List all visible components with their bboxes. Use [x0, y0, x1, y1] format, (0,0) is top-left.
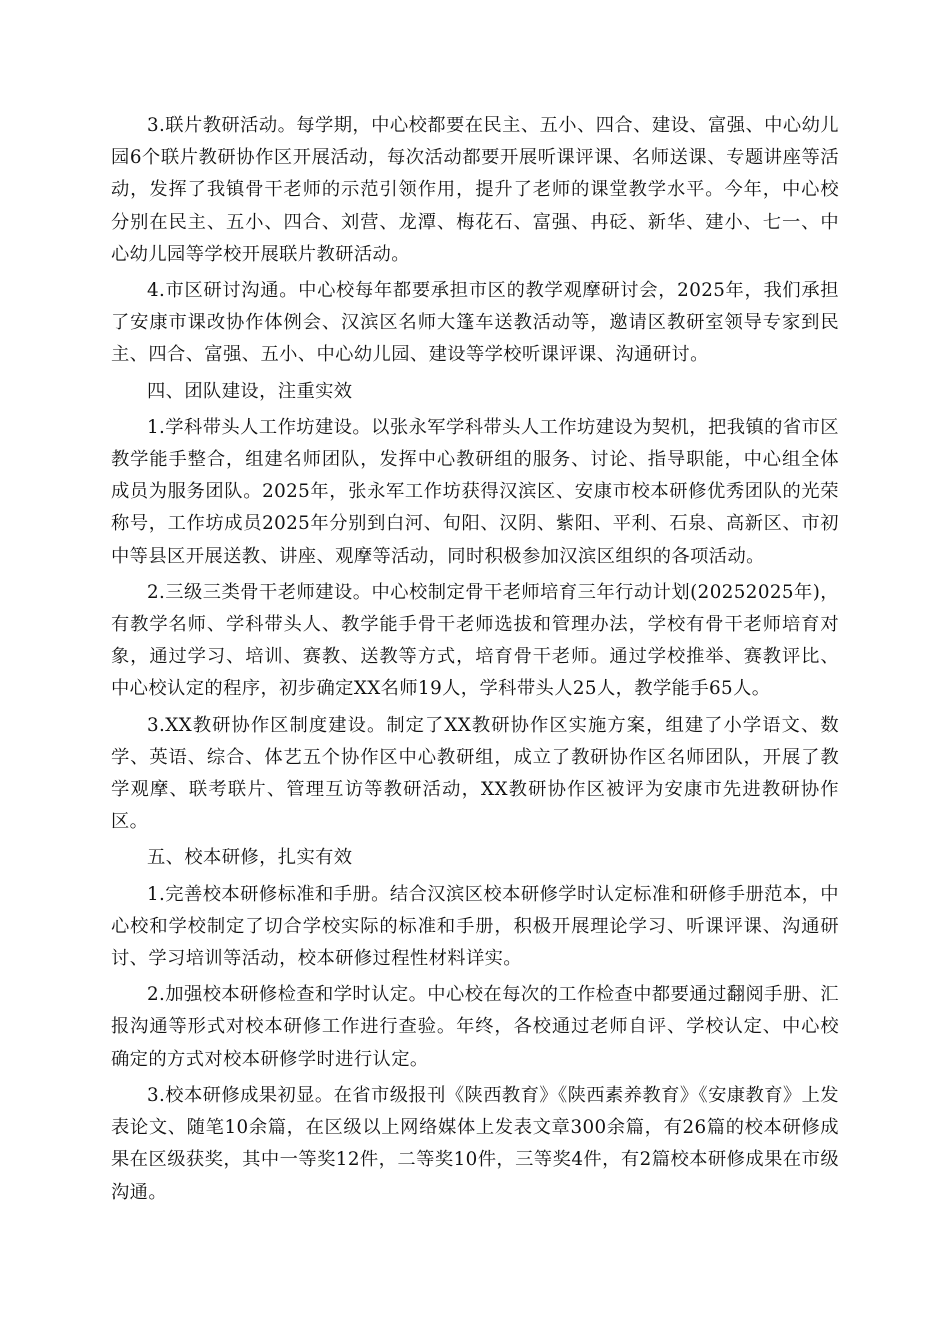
paragraph-backbone-teachers: 2.三级三类骨干老师建设。中心校制定骨干老师培育三年行动计划(20252025年)，有教学名师、学科带头人、教学能手骨干老师选拔和管理办法，学校有骨干老师培育对象，通过学习、培训、赛教、送教等方式，培育骨干老师。通过学校推举、赛教评比、中心校认定的程序，初步确定XX名师19人，学科带头人25人，教学能手65人。: [111, 581, 839, 700]
paragraph-workshop-building: 1.学科带头人工作坊建设。以张永军学科带头人工作坊建设为契机，把我镇的省市区教学能手整合，组建名师团队，发挥中心教研组的服务、讨论、指导职能，中心组全体成员为服务团队。2025年，张永军工作坊获得汉滨区、安康市校本研修优秀团队的光荣称号，工作坊成员2025年分别到白河、旬阳、汉阴、紫阳、平利、石泉、高新区、市初中等县区开展送教、讲座、观摩等活动，同时积极参加汉滨区组织的各项活动。: [111, 416, 839, 567]
paragraph-city-district-seminar: 4.市区研讨沟通。中心校每年都要承担市区的教学观摩研讨会，2025年，我们承担了安康市课改协作体例会、汉滨区名师大篷车送教活动等，邀请区教研室领导专家到民主、四合、富强、五小、中心幼儿园、建设等学校听课评课、沟通研讨。: [111, 280, 839, 366]
paragraph-joint-research: 3.联片教研活动。每学期，中心校都要在民主、五小、四合、建设、富强、中心幼儿园6个联片教研协作区开展活动，每次活动都要开展听课评课、名师送课、专题讲座等活动，发挥了我镇骨干老师的示范引领作用，提升了老师的课堂教学水平。今年，中心校分别在民主、五小、四合、刘营、龙潭、梅花石、富强、冉砭、新华、建小、七一、中心幼儿园等学校开展联片教研活动。: [111, 115, 839, 265]
document-body: [111, 110, 839, 1209]
section-heading-team-building: 四、团队建设，注重实效: [147, 380, 353, 402]
paragraph-standards-handbook: 1.完善校本研修标准和手册。结合汉滨区校本研修学时认定标准和研修手册范本，中心校和学校制定了切合学校实际的标准和手册，积极开展理论学习、听课评课、沟通研讨、学习培训等活动，校本研修过程性材料详实。: [111, 883, 839, 970]
paragraph-research-results: 3.校本研修成果初显。在省市级报刊《陕西教育》《陕西素养教育》《安康教育》上发表论文、随笔10余篇，在区级以上网络媒体上发表文章300余篇，有26篇的校本研修成果在区级获奖，其中一等奖12件，二等奖10件，三等奖4件，有2篇校本研修成果在市级沟通。: [111, 1084, 839, 1203]
paragraph-inspection-hours: 2.加强校本研修检查和学时认定。中心校在每次的工作检查中都要通过翻阅手册、汇报沟通等形式对校本研修工作进行查验。年终，各校通过老师自评、学校认定、中心校确定的方式对校本研修学时进行认定。: [111, 984, 839, 1070]
paragraph-collaboration-zone: 3.XX教研协作区制度建设。制定了XX教研协作区实施方案，组建了小学语文、数学、英语、综合、体艺五个协作区中心教研组，成立了教研协作区名师团队，开展了教学观摩、联考联片、管理互访等教研活动，XX教研协作区被评为安康市先进教研协作区。: [111, 714, 839, 833]
section-heading-school-based-research: 五、校本研修，扎实有效: [147, 847, 353, 869]
